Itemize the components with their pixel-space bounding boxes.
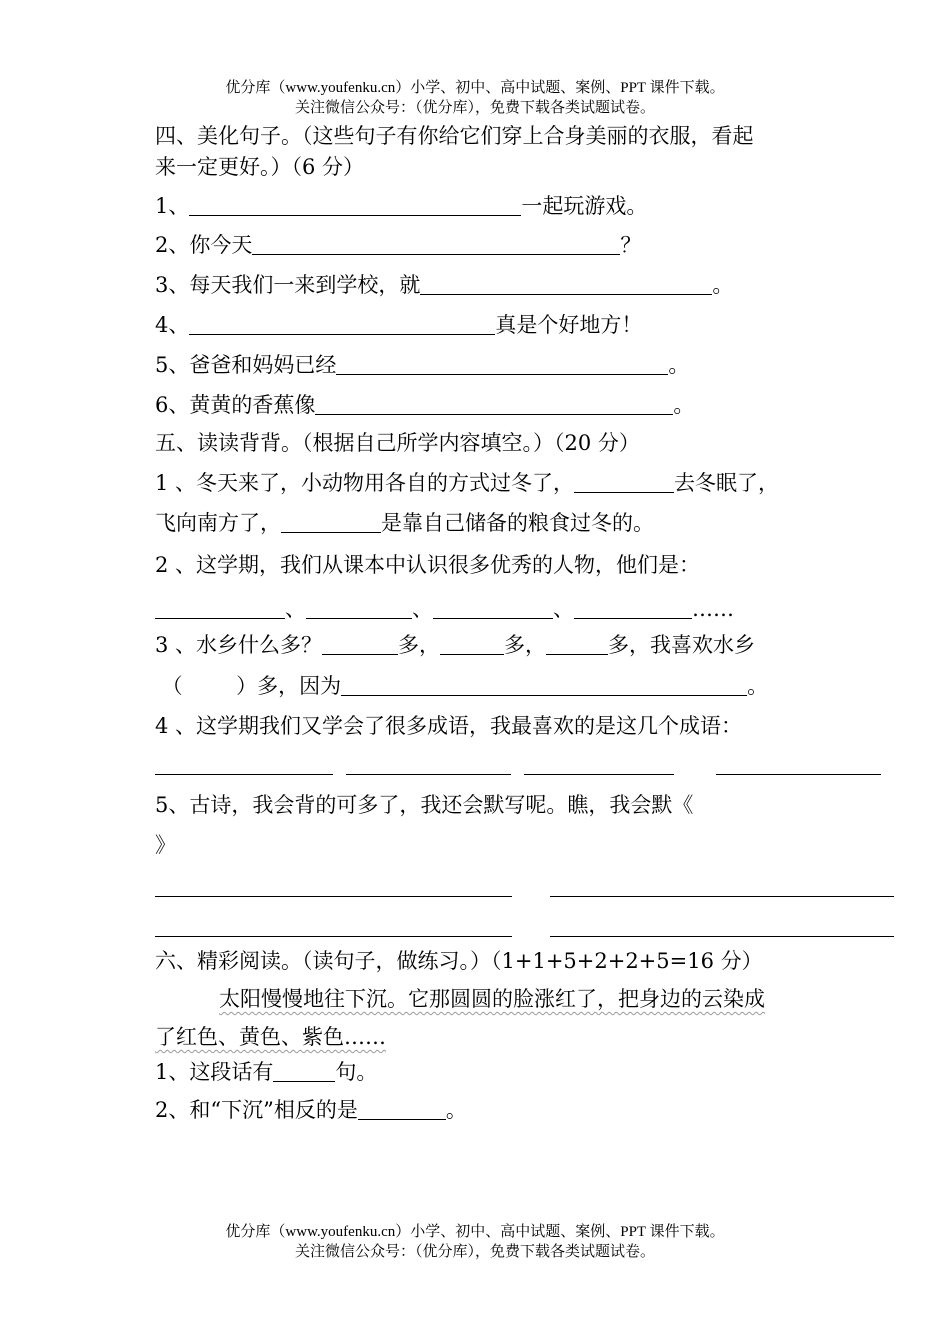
answer-blank[interactable] bbox=[306, 596, 412, 619]
q-suffix: 。 bbox=[712, 273, 734, 297]
sec4-question-6 bbox=[155, 390, 694, 420]
answer-blank[interactable] bbox=[420, 272, 712, 295]
q-text: 去冬眠了， bbox=[674, 471, 780, 495]
answer-blank[interactable] bbox=[281, 510, 381, 533]
q-suffix: 。 bbox=[673, 393, 695, 417]
q-text: 是靠自己储备的粮食过冬的。 bbox=[381, 511, 654, 535]
sec6-question-1 bbox=[155, 1057, 377, 1087]
q-text: 。 bbox=[747, 674, 769, 698]
q-text: 多， bbox=[398, 633, 441, 657]
answer-blank[interactable] bbox=[574, 596, 692, 619]
q-prefix: 6、黄黄的香蕉像 bbox=[155, 393, 316, 417]
sec5-question-4: 4 、这学期我们又学会了很多成语，我最喜欢的是这几个成语： bbox=[155, 714, 743, 738]
q-text: 多， bbox=[504, 633, 547, 657]
poem-line[interactable] bbox=[550, 936, 894, 937]
q-suffix: 真是个好地方！ bbox=[495, 313, 643, 337]
answer-blank[interactable] bbox=[189, 312, 495, 335]
q-text: 2、和“下沉”相反的是 bbox=[155, 1098, 358, 1122]
header-line-2: 关注微信公众号：（优分库），免费下载各类试题试卷。 bbox=[294, 100, 655, 116]
q-text: 飞向南方了， bbox=[155, 511, 281, 535]
answer-blank[interactable] bbox=[315, 392, 673, 415]
sec4-question-2 bbox=[155, 230, 641, 260]
sec5-question-2-blanks bbox=[155, 594, 734, 624]
q-prefix: 5、爸爸和妈妈已经 bbox=[155, 353, 337, 377]
sec5-question-1-cont bbox=[155, 508, 654, 538]
q-text: 1 、冬天来了，小动物用各自的方式过冬了， bbox=[155, 471, 575, 495]
answer-blank[interactable] bbox=[322, 632, 398, 655]
q-text: 句。 bbox=[335, 1060, 378, 1084]
answer-blank[interactable] bbox=[273, 1059, 335, 1082]
separator: 、 bbox=[412, 597, 433, 621]
section-4-title: 四、美化句子。（这些句子有你给它们穿上合身美丽的衣服，看起 bbox=[155, 124, 754, 148]
sec4-question-5 bbox=[155, 350, 689, 380]
sec4-question-3 bbox=[155, 270, 733, 300]
answer-blank[interactable] bbox=[252, 232, 620, 255]
sec5-question-3 bbox=[155, 630, 755, 660]
answer-blank[interactable] bbox=[155, 596, 285, 619]
poem-line[interactable] bbox=[155, 896, 512, 897]
section-5-title: 五、读读背背。（根据自己所学内容填空。）（20 分） bbox=[155, 431, 640, 455]
sec6-question-2 bbox=[155, 1095, 467, 1125]
q-text: 3 、水乡什么多？ bbox=[155, 633, 323, 657]
sec5-question-3-cont bbox=[155, 671, 768, 701]
answer-blank[interactable] bbox=[341, 673, 747, 696]
q-suffix: 。 bbox=[668, 353, 690, 377]
passage-text: 太阳慢慢地往下沉。它那圆圆的脸涨红了，把身边的云染成 bbox=[219, 987, 765, 1011]
q-text: 1、这段话有 bbox=[155, 1060, 274, 1084]
section-6-title: 六、精彩阅读。（读句子，做练习。）（1+1+5+2+2+5=16 分） bbox=[155, 949, 763, 973]
sec5-question-5-cont: 》 bbox=[155, 833, 176, 857]
answer-blank[interactable] bbox=[433, 596, 553, 619]
ellipsis: …… bbox=[692, 597, 734, 621]
reading-passage bbox=[219, 984, 765, 1014]
separator: 、 bbox=[553, 597, 574, 621]
answer-blank[interactable] bbox=[336, 352, 668, 375]
answer-line[interactable] bbox=[155, 774, 333, 775]
section-4-title-cont: 来一定更好。）（6 分） bbox=[155, 155, 365, 179]
footer-line-2: 关注微信公众号：（优分库），免费下载各类试题试卷。 bbox=[294, 1244, 655, 1260]
q-prefix: 4、 bbox=[155, 313, 190, 337]
q-prefix: 3、每天我们一来到学校，就 bbox=[155, 273, 421, 297]
answer-line[interactable] bbox=[346, 774, 511, 775]
sec5-question-2: 2 、这学期，我们从课本中认识很多优秀的人物，他们是： bbox=[155, 553, 701, 577]
passage-text: 了红色、黄色、紫色…… bbox=[155, 1025, 386, 1049]
answer-blank[interactable] bbox=[546, 632, 608, 655]
answer-blank[interactable] bbox=[574, 470, 674, 493]
sec4-question-1 bbox=[155, 191, 647, 221]
poem-line[interactable] bbox=[550, 896, 894, 897]
reading-passage-cont bbox=[155, 1022, 386, 1052]
poem-line[interactable] bbox=[155, 936, 512, 937]
answer-blank[interactable] bbox=[189, 193, 521, 216]
q-text: （ ）多，因为 bbox=[155, 674, 342, 698]
sec5-question-1 bbox=[155, 468, 779, 498]
q-suffix: 一起玩游戏。 bbox=[521, 194, 648, 218]
separator: 、 bbox=[285, 597, 306, 621]
answer-blank[interactable] bbox=[440, 632, 504, 655]
footer-line-1: 优分库（www.youfenku.cn）小学、初中、高中试题、案例、PPT 课件下载。 bbox=[225, 1224, 725, 1240]
q-prefix: 1、 bbox=[155, 194, 190, 218]
answer-line[interactable] bbox=[524, 774, 674, 775]
answer-blank[interactable] bbox=[358, 1097, 446, 1120]
answer-line[interactable] bbox=[716, 774, 881, 775]
sec4-question-4 bbox=[155, 310, 642, 340]
sec5-question-5: 5、古诗，我会背的可多了，我还会默写呢。瞧，我会默《 bbox=[155, 793, 694, 817]
header-line-1: 优分库（www.youfenku.cn）小学、初中、高中试题、案例、PPT 课件下载。 bbox=[225, 80, 725, 96]
q-text: 多，我喜欢水乡 bbox=[608, 633, 756, 657]
q-text: 。 bbox=[445, 1098, 467, 1122]
q-prefix: 2、你今天 bbox=[155, 233, 253, 257]
q-suffix: ？ bbox=[620, 233, 642, 257]
